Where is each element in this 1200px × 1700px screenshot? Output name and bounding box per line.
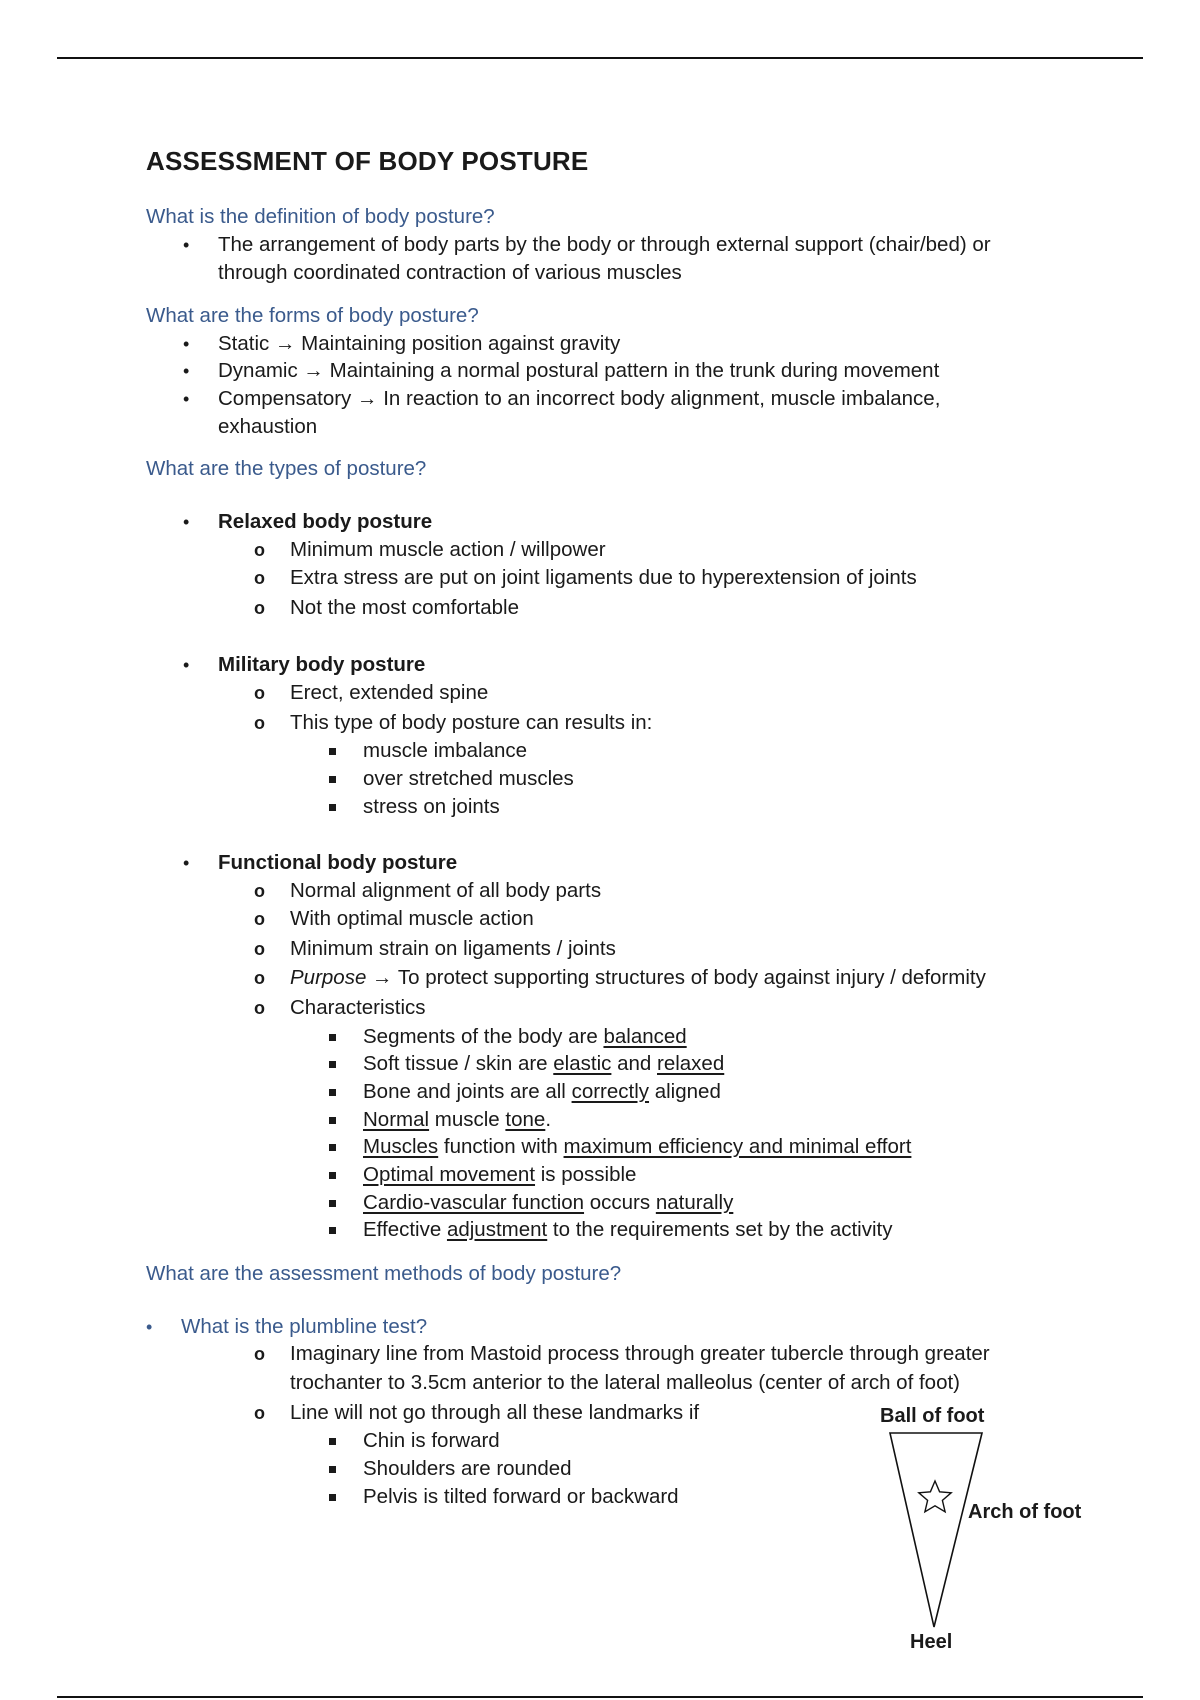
type-military-heading: Military body posture [218, 653, 426, 676]
relaxed-item: Minimum muscle action / willpower [290, 538, 606, 561]
circle-bullet: o [254, 968, 265, 988]
purpose-text: → To protect supporting structures of body against injury / deformity [366, 966, 986, 989]
underlined-text: Optimal movement [363, 1163, 536, 1186]
circle-bullet: o [254, 1403, 265, 1423]
underlined-text: naturally [655, 1191, 734, 1214]
text: and [611, 1052, 657, 1075]
characteristic-item [363, 1216, 892, 1244]
text: . [545, 1108, 552, 1131]
underlined-text: balanced [603, 1025, 687, 1048]
text: occurs [584, 1191, 656, 1214]
underlined-text: elastic [553, 1052, 612, 1075]
bullet: • [183, 389, 190, 409]
underlined-text: adjustment [446, 1218, 548, 1241]
type-relaxed-heading: Relaxed body posture [218, 510, 433, 533]
bullet: • [183, 361, 190, 381]
type-functional-heading: Functional body posture [218, 851, 458, 874]
underlined-text: Cardio-vascular function [363, 1191, 585, 1214]
square-bullet [329, 748, 336, 755]
label-ball-of-foot: Ball of foot [880, 1405, 985, 1427]
circle-bullet: o [254, 683, 265, 703]
text: Effective [363, 1218, 447, 1241]
underlined-text: correctly [571, 1080, 650, 1103]
circle-bullet: o [254, 1344, 265, 1364]
circle-bullet: o [254, 598, 265, 618]
question-assessment-methods: What are the assessment methods of body posture? [146, 1262, 622, 1285]
top-rule [57, 57, 1143, 59]
purpose-label: Purpose [290, 966, 367, 989]
square-bullet [329, 1466, 336, 1473]
square-bullet [329, 1438, 336, 1445]
underlined-text: tone [505, 1108, 546, 1131]
characteristic-item [363, 1078, 721, 1106]
definition-line-2: through coordinated contraction of various muscles [218, 261, 682, 284]
text: Segments of the body are [363, 1025, 604, 1048]
circle-bullet: o [254, 540, 265, 560]
label-arch-of-foot: Arch of foot [968, 1501, 1082, 1523]
foot-triangle [890, 1433, 982, 1627]
bullet: • [183, 853, 190, 873]
characteristic-item [363, 1161, 636, 1189]
text: to the requirements set by the activity [547, 1218, 893, 1241]
circle-bullet: o [254, 998, 265, 1018]
bullet: • [183, 655, 190, 675]
bottom-rule [57, 1696, 1143, 1698]
underlined-text: Muscles [363, 1135, 439, 1158]
military-item: Erect, extended spine [290, 681, 489, 704]
functional-purpose [290, 964, 986, 992]
bullet: • [183, 334, 190, 354]
characteristic-item [363, 1133, 911, 1161]
plumbline-line-1: Imaginary line from Mastoid process through greater tubercle through greater [290, 1342, 990, 1365]
circle-bullet: o [254, 713, 265, 733]
text: Soft tissue / skin are [363, 1052, 554, 1075]
form-compensatory: Compensatory → In reaction to an incorrect body alignment, muscle imbalance, [218, 387, 941, 410]
relaxed-item: Extra stress are put on joint ligaments due to hyperextension of joints [290, 566, 917, 589]
square-bullet [329, 776, 336, 783]
military-sub-item: stress on joints [363, 795, 500, 818]
characteristic-item [363, 1023, 687, 1051]
characteristic-item [363, 1050, 724, 1078]
functional-item: With optimal muscle action [290, 907, 534, 930]
military-item: This type of body posture can results in: [290, 711, 653, 734]
underlined-text: relaxed [657, 1052, 725, 1075]
military-sub-item: muscle imbalance [363, 739, 528, 762]
functional-characteristics: Characteristics [290, 996, 426, 1019]
square-bullet [329, 1117, 336, 1124]
square-bullet [329, 1200, 336, 1207]
page-title: ASSESSMENT OF BODY POSTURE [146, 146, 589, 176]
square-bullet [329, 1227, 336, 1234]
circle-bullet: o [254, 881, 265, 901]
square-bullet [329, 1494, 336, 1501]
form-static: Static → Maintaining position against gravity [218, 332, 621, 355]
underlined-text: maximum efficiency and minimal effort [563, 1135, 912, 1158]
square-bullet [329, 1061, 336, 1068]
plumbline-line-2: trochanter to 3.5cm anterior to the lateral malleolus (center of arch of foot) [290, 1371, 960, 1394]
text: aligned [649, 1080, 721, 1103]
text: is possible [535, 1163, 637, 1186]
plumbline-question: What is the plumbline test? [181, 1315, 428, 1338]
square-bullet [329, 1172, 336, 1179]
circle-bullet: o [254, 909, 265, 929]
foot-triangle-drawing [860, 1405, 1160, 1675]
label-heel: Heel [910, 1631, 953, 1653]
military-sub-item: over stretched muscles [363, 767, 574, 790]
bullet: • [183, 235, 190, 255]
square-bullet [329, 804, 336, 811]
circle-bullet: o [254, 568, 265, 588]
functional-item: Normal alignment of all body parts [290, 879, 602, 902]
foot-diagram [860, 1405, 1160, 1675]
relaxed-item: Not the most comfortable [290, 596, 520, 619]
underlined-text: Normal [363, 1108, 430, 1131]
form-compensatory-cont: exhaustion [218, 415, 318, 438]
bullet: • [183, 512, 190, 532]
landmark-item: Shoulders are rounded [363, 1457, 572, 1480]
functional-item: Minimum strain on ligaments / joints [290, 937, 616, 960]
text: muscle [429, 1108, 506, 1131]
definition-line-1: The arrangement of body parts by the body or through external support (chair/bed) or [218, 233, 991, 256]
form-dynamic: Dynamic → Maintaining a normal postural pattern in the trunk during movement [218, 359, 940, 382]
square-bullet [329, 1034, 336, 1041]
circle-bullet: o [254, 939, 265, 959]
text: function with [438, 1135, 564, 1158]
characteristic-item [363, 1106, 551, 1134]
question-forms: What are the forms of body posture? [146, 304, 479, 327]
text: Bone and joints are all [363, 1080, 572, 1103]
star-icon [919, 1481, 951, 1512]
plumbline-landmarks: Line will not go through all these landmarks if [290, 1401, 700, 1424]
question-types: What are the types of posture? [146, 457, 427, 480]
landmark-item: Chin is forward [363, 1429, 500, 1452]
square-bullet [329, 1144, 336, 1151]
bullet: • [146, 1317, 153, 1337]
question-definition: What is the definition of body posture? [146, 205, 495, 228]
characteristic-item [363, 1189, 733, 1217]
landmark-item: Pelvis is tilted forward or backward [363, 1485, 679, 1508]
square-bullet [329, 1089, 336, 1096]
